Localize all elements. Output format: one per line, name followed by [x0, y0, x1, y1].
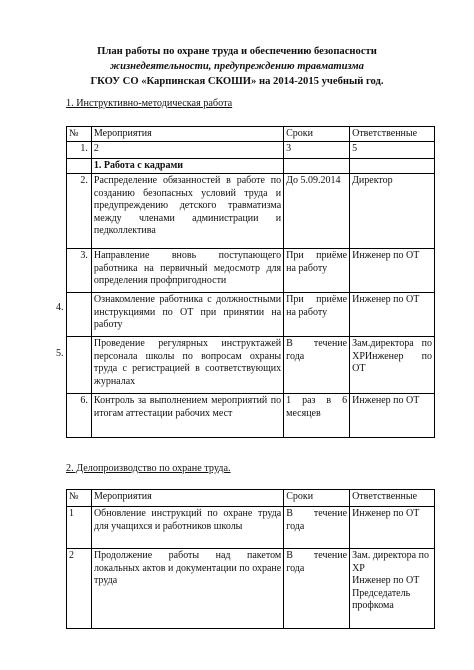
title-line-2: жизнедеятельности, предупреждению травматизма [110, 61, 364, 72]
row-term: В течение года [284, 549, 350, 629]
row-resp: Зам.директора по ХРИнженер по ОТ [350, 337, 435, 394]
resp-line-2: Инженер по ОТ [352, 575, 420, 586]
row-no: 6. [67, 394, 92, 438]
header-no: № [67, 490, 92, 507]
section-1-table [66, 126, 435, 438]
header-resp: Ответственные [350, 490, 435, 507]
table-row [67, 549, 435, 629]
index-cell-1: 1. [67, 142, 92, 159]
section-1-heading: 1. Инструктивно-методическая работа [66, 98, 233, 109]
row-event: Распределение обязанностей в работе по созданию безопасных условий труда и предупреждению детского травматизма между членами администрации и педколлектива [91, 174, 283, 249]
row-term: В течение года [284, 337, 350, 394]
header-term: Сроки [284, 127, 350, 142]
table-row [67, 337, 435, 394]
table-row [67, 249, 435, 293]
header-event: Мероприятия [91, 490, 283, 507]
outer-row-number-4: 4. [56, 302, 64, 313]
table-row [67, 293, 435, 337]
row-event: Продолжение работы над пакетом локальных актов и документации по охране труда [91, 549, 283, 629]
group-title: 1. Работа с кадрами [91, 159, 283, 174]
row-term: 1 раз в 6 месяцев [284, 394, 350, 438]
index-cell-2: 2 [91, 142, 283, 159]
row-term: При приёме на работу [284, 249, 350, 293]
table-row [67, 507, 435, 549]
row-term: При приёме на работу [284, 293, 350, 337]
table-header-row [67, 490, 435, 507]
row-term: До 5.09.2014 [284, 174, 350, 249]
row-event: Проведение регулярных инструктажей персонала школы по вопросам охраны труда с регистрацией в соответствующих журналах [91, 337, 283, 394]
row-resp: Инженер по ОТ [350, 394, 435, 438]
section-2-heading: 2. Делопроизводство по охране труда. [66, 463, 231, 474]
index-cell-3: 3 [284, 142, 350, 159]
row-no: 2 [67, 549, 92, 629]
document-title [40, 44, 434, 89]
table-row [67, 394, 435, 438]
header-event: Мероприятия [91, 127, 283, 142]
row-no [67, 293, 92, 337]
row-no: 1 [67, 507, 92, 549]
row-event: Ознакомление работника с должностными инструкциями по ОТ при принятии на работу [91, 293, 283, 337]
row-resp [350, 549, 435, 629]
section-2-table [66, 489, 435, 629]
resp-line-1: Зам. директора по ХР [352, 550, 429, 574]
row-no [67, 337, 92, 394]
row-term: В течение года [284, 507, 350, 549]
row-event: Направление вновь поступающего работника на первичный медосмотр для определения профпригодности [91, 249, 283, 293]
header-resp: Ответственные [350, 127, 435, 142]
row-no: 3. [67, 249, 92, 293]
header-no: № [67, 127, 92, 142]
resp-line-3: Председатель профкома [352, 587, 411, 611]
table-row [67, 174, 435, 249]
table-header-row [67, 127, 435, 142]
row-resp: Инженер по ОТ [350, 249, 435, 293]
table-group-row [67, 159, 435, 174]
outer-row-number-5: 5. [56, 348, 64, 359]
header-term: Сроки [284, 490, 350, 507]
row-event: Обновление инструкций по охране труда для учащихся и работников школы [91, 507, 283, 549]
row-event: Контроль за выполнением мероприятий по итогам аттестации рабочих мест [91, 394, 283, 438]
title-line-3: ГКОУ СО «Карпинская СКОШИ» на 2014-2015 учебный год. [90, 76, 384, 87]
title-line-1: План работы по охране труда и обеспечению безопасности [97, 46, 377, 57]
row-resp: Инженер по ОТ [350, 293, 435, 337]
table-index-row [67, 142, 435, 159]
row-resp: Инженер по ОТ [350, 507, 435, 549]
row-no: 2. [67, 174, 92, 249]
index-cell-4: 5 [350, 142, 435, 159]
row-resp: Директор [350, 174, 435, 249]
